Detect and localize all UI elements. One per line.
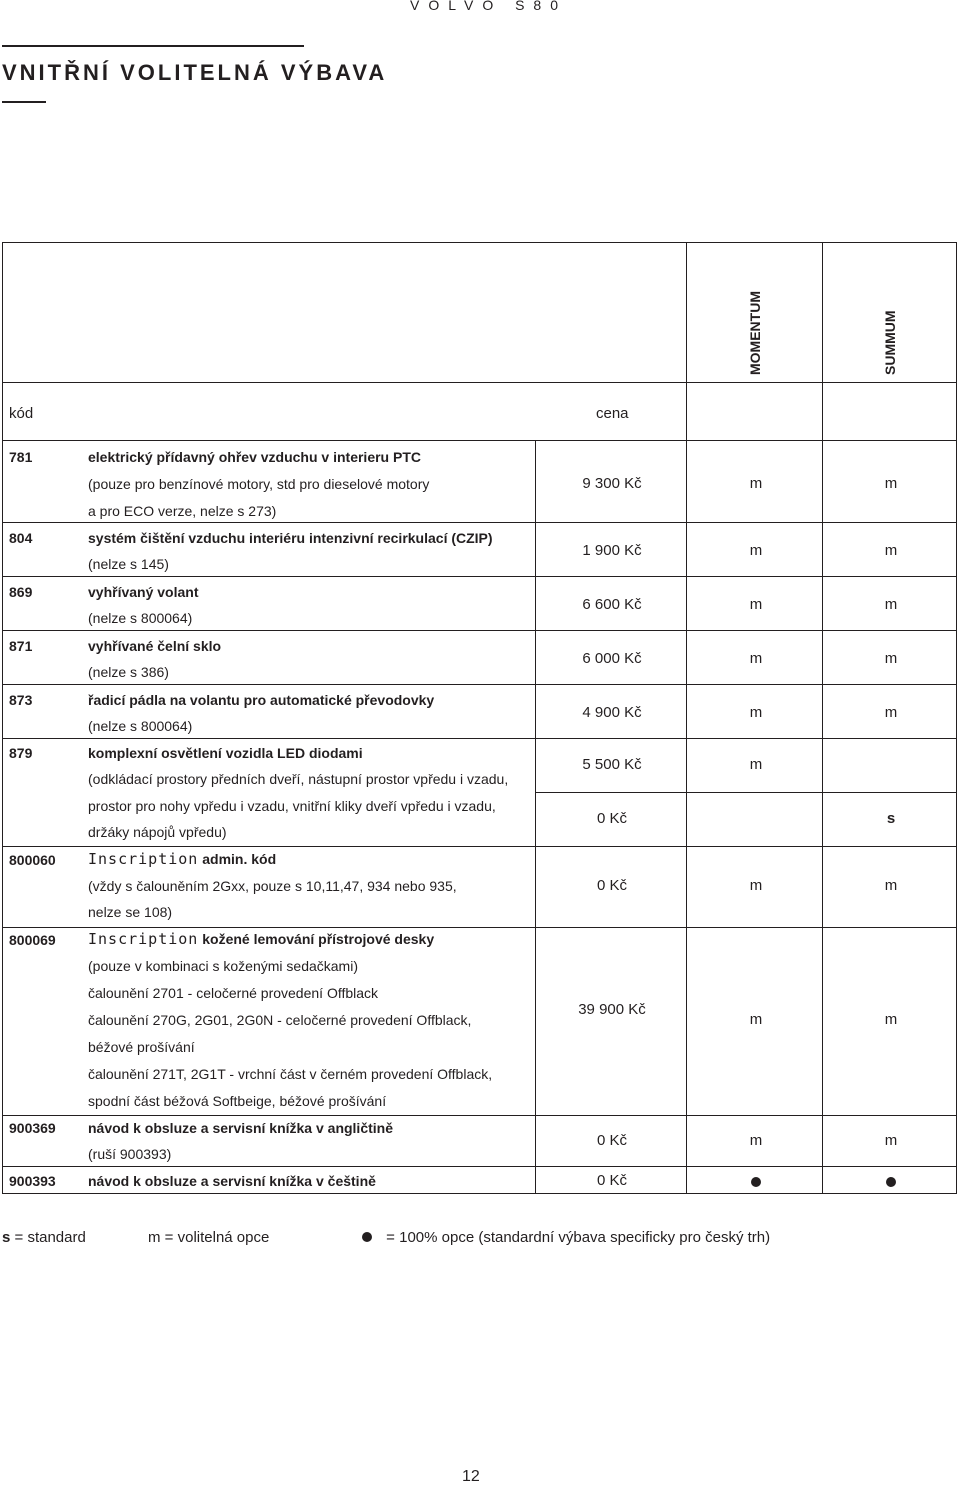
momentum-availability: m bbox=[749, 877, 763, 894]
option-code: 781 bbox=[9, 449, 33, 465]
inscription-logo: Inscription bbox=[88, 850, 199, 868]
row-separator bbox=[2, 738, 957, 739]
option-note: spodní část béžová Softbeige, béžové prošívání bbox=[88, 1093, 387, 1109]
option-note: (nelze s 386) bbox=[88, 664, 169, 680]
row-separator bbox=[2, 927, 957, 928]
option-price: 39 900 Kč bbox=[578, 1001, 646, 1018]
title-underline bbox=[2, 101, 46, 103]
row-separator bbox=[2, 576, 957, 577]
option-note: béžové prošívání bbox=[88, 1039, 195, 1055]
optional-label: = volitelná opce bbox=[164, 1229, 270, 1246]
option-note: (odkládací prostory předních dveří, nástupní prostor vpředu i vzadu, bbox=[88, 771, 509, 787]
code-column-header: kód bbox=[9, 405, 34, 422]
option-note: (pouze v kombinaci s koženými sedačkami) bbox=[88, 958, 358, 974]
price-column-header: cena bbox=[596, 405, 629, 422]
momentum-availability: m bbox=[749, 542, 763, 559]
options-table bbox=[2, 242, 957, 1194]
summum-column-divider bbox=[822, 242, 823, 1194]
momentum-availability: m bbox=[749, 596, 763, 613]
option-code: 869 bbox=[9, 584, 33, 600]
momentum-availability: m bbox=[749, 704, 763, 721]
summum-header: SUMMUM bbox=[882, 310, 898, 375]
option-code: 900393 bbox=[9, 1173, 56, 1189]
momentum-availability: m bbox=[749, 1011, 763, 1028]
row-separator bbox=[2, 846, 957, 847]
summum-availability-dot-icon bbox=[881, 1175, 901, 1191]
top-rule bbox=[2, 45, 304, 47]
option-name: návod k obsluze a servisní knížka v češtině bbox=[88, 1173, 376, 1189]
summum-availability: m bbox=[884, 596, 898, 613]
inscription-logo: Inscription bbox=[88, 930, 199, 948]
summum-availability: m bbox=[884, 1132, 898, 1149]
option-note: čalounění 2701 - celočerné provedení Offblack bbox=[88, 985, 379, 1001]
momentum-availability-dot-icon bbox=[746, 1175, 766, 1191]
standard-symbol: s bbox=[2, 1229, 11, 1246]
column-header-separator bbox=[2, 440, 957, 441]
option-name: návod k obsluze a servisní knížka v angličtině bbox=[88, 1120, 393, 1136]
option-price-alt: 0 Kč bbox=[596, 810, 627, 827]
option-code: 873 bbox=[9, 692, 33, 708]
row-separator bbox=[2, 522, 957, 523]
row-sub-separator bbox=[535, 792, 957, 793]
table-top-border bbox=[2, 242, 957, 243]
row-separator bbox=[2, 1166, 957, 1167]
momentum-availability: m bbox=[749, 650, 763, 667]
summum-availability: m bbox=[884, 704, 898, 721]
option-code: 800060 bbox=[9, 852, 56, 868]
option-note: čalounění 270G, 2G01, 2G0N - celočerné provedení Offblack, bbox=[88, 1012, 472, 1028]
momentum-header: MOMENTUM bbox=[747, 291, 763, 375]
momentum-availability: m bbox=[749, 1132, 763, 1149]
option-price: 9 300 Kč bbox=[582, 475, 642, 492]
row-separator bbox=[2, 1115, 957, 1116]
option-price: 5 500 Kč bbox=[582, 756, 642, 773]
option-name-text: admin. kód bbox=[202, 851, 277, 867]
page-number: 12 bbox=[462, 1468, 480, 1485]
dot-icon bbox=[362, 1232, 372, 1242]
option-note: (ruší 900393) bbox=[88, 1146, 172, 1162]
optional-symbol: m bbox=[148, 1229, 161, 1246]
standard-label: = standard bbox=[14, 1229, 86, 1246]
row-separator bbox=[2, 630, 957, 631]
option-price: 0 Kč bbox=[596, 877, 627, 894]
row-separator bbox=[2, 684, 957, 685]
option-note: nelze se 108) bbox=[88, 904, 173, 920]
momentum-availability: m bbox=[749, 756, 763, 773]
legend-standard bbox=[2, 1229, 86, 1246]
option-price: 4 900 Kč bbox=[582, 704, 642, 721]
option-note: a pro ECO verze, nelze s 273) bbox=[88, 503, 277, 519]
option-name: vyhřívané čelní sklo bbox=[88, 638, 222, 654]
summum-availability: m bbox=[884, 650, 898, 667]
option-code: 804 bbox=[9, 530, 33, 546]
summum-availability-standard: s bbox=[886, 810, 896, 827]
legend-optional bbox=[148, 1229, 269, 1246]
table-bottom-border bbox=[2, 1193, 957, 1194]
option-note: (vždy s čalouněním 2Gxx, pouze s 10,11,47, 934 nebo 935, bbox=[88, 878, 457, 894]
option-price: 1 900 Kč bbox=[582, 542, 642, 559]
summum-availability: m bbox=[884, 877, 898, 894]
option-note: čalounění 271T, 2G1T - vrchní část v černém provedení Offblack, bbox=[88, 1066, 493, 1082]
brand-header: VOLVO S80 bbox=[410, 0, 568, 13]
option-note: prostor pro nohy vpředu i vzadu, vnitřní kliky dveří vpředu i vzadu, bbox=[88, 798, 496, 814]
option-price: 6 600 Kč bbox=[582, 596, 642, 613]
option-note: (nelze s 800064) bbox=[88, 718, 193, 734]
option-code: 800069 bbox=[9, 932, 56, 948]
summum-availability: m bbox=[884, 475, 898, 492]
option-price: 6 000 Kč bbox=[582, 650, 642, 667]
option-code: 871 bbox=[9, 638, 33, 654]
option-price: 0 Kč bbox=[596, 1172, 627, 1189]
momentum-availability: m bbox=[749, 475, 763, 492]
option-note: (nelze s 145) bbox=[88, 556, 169, 572]
option-note: (nelze s 800064) bbox=[88, 610, 193, 626]
summum-availability: m bbox=[884, 1011, 898, 1028]
table-right-border bbox=[956, 242, 957, 1194]
table-left-border bbox=[2, 242, 3, 1194]
option-name-text: kožené lemování přístrojové desky bbox=[202, 931, 435, 947]
page-title: VNITŘNÍ VOLITELNÁ VÝBAVA bbox=[2, 60, 388, 85]
option-name bbox=[88, 931, 434, 947]
option-note: (pouze pro benzínové motory, std pro dieselové motory bbox=[88, 476, 430, 492]
price-column-divider bbox=[535, 440, 536, 1194]
option-name: řadicí pádla na volantu pro automatické převodovky bbox=[88, 692, 435, 708]
option-name bbox=[88, 851, 276, 867]
option-name: vyhřívaný volant bbox=[88, 584, 199, 600]
option-code: 879 bbox=[9, 745, 33, 761]
option-name: elektrický přídavný ohřev vzduchu v interieru PTC bbox=[88, 449, 421, 465]
option-price: 0 Kč bbox=[596, 1132, 627, 1149]
option-name: komplexní osvětlení vozidla LED diodami bbox=[88, 745, 363, 761]
option-name: systém čištění vzduchu interiéru intenzivní recirkulací (CZIP) bbox=[88, 530, 493, 546]
option-note: držáky nápojů vpředu) bbox=[88, 824, 227, 840]
summum-availability: m bbox=[884, 542, 898, 559]
option-code: 900369 bbox=[9, 1120, 56, 1136]
header-separator bbox=[2, 382, 957, 383]
legend-local-standard bbox=[362, 1229, 770, 1246]
local-standard-label: = 100% opce (standardní výbava specificky pro český trh) bbox=[386, 1229, 771, 1246]
